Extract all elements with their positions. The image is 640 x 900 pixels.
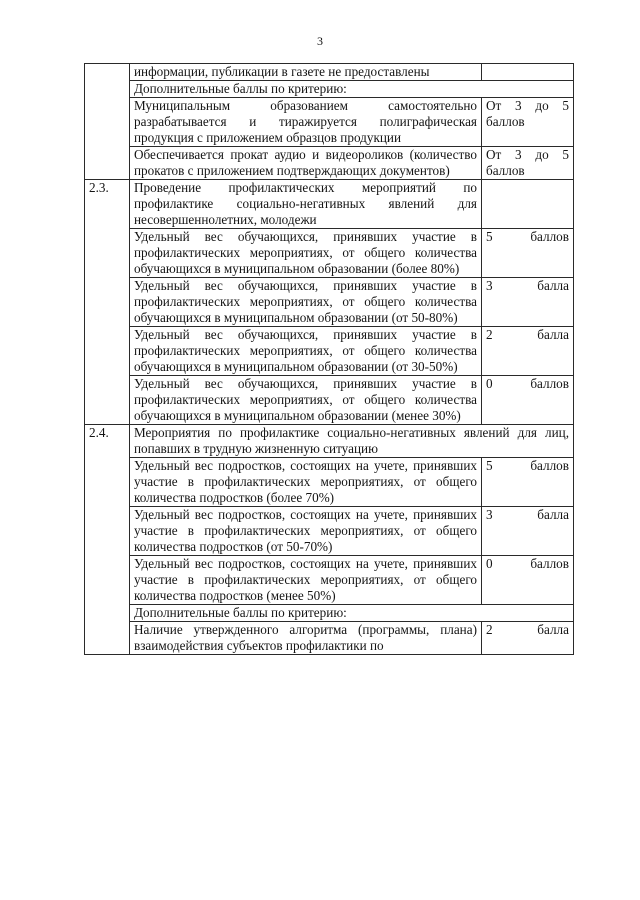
criterion-score: 3 балла <box>482 507 574 556</box>
criterion-text: Удельный вес подростков, состоящих на учете, принявших участие в профилактических мероприятиях, от общего количества подростков (от 50-70%) <box>130 507 482 556</box>
table-row <box>85 458 574 507</box>
criterion-text: Удельный вес обучающихся, принявших участие в профилактических мероприятиях, от общего количества обучающихся в муниципальном образовании (от 30-50%) <box>130 327 482 376</box>
criterion-score: 5 баллов <box>482 229 574 278</box>
criterion-score: 0 баллов <box>482 556 574 605</box>
criterion-score: От 3 до 5 баллов <box>482 98 574 147</box>
criterion-score: 0 баллов <box>482 376 574 425</box>
criterion-text: информации, публикации в газете не предоставлены <box>130 64 482 81</box>
table-row <box>85 180 574 229</box>
row-number <box>85 64 130 180</box>
section-subheading: Дополнительные баллы по критерию: <box>130 605 574 622</box>
criterion-text: Наличие утвержденного алгоритма (программы, плана) взаимодействия субъектов профилактики по <box>130 622 482 655</box>
criteria-table <box>84 63 574 655</box>
criterion-text: Муниципальным образованием самостоятельно разрабатывается и тиражируется полиграфическая продукция с приложением образцов продукции <box>130 98 482 147</box>
section-subheading: Дополнительные баллы по критерию: <box>130 81 574 98</box>
table-row <box>85 605 574 622</box>
criterion-score: 5 баллов <box>482 458 574 507</box>
criterion-text: Удельный вес подростков, состоящих на учете, принявших участие в профилактических мероприятиях, от общего количества подростков (более 70%) <box>130 458 482 507</box>
page-number: 3 <box>317 34 323 48</box>
section-heading: Мероприятия по профилактике социально-негативных явлений для лиц, попавших в трудную жизненную ситуацию <box>130 425 574 458</box>
criterion-score <box>482 180 574 229</box>
criterion-text: Обеспечивается прокат аудио и видеороликов (количество прокатов с приложением подтверждающих документов) <box>130 147 482 180</box>
table-row <box>85 507 574 556</box>
table-row <box>85 81 574 98</box>
table-row <box>85 64 574 81</box>
table-row <box>85 98 574 147</box>
criterion-score <box>482 64 574 81</box>
row-number: 2.4. <box>85 425 130 655</box>
criterion-text: Удельный вес обучающихся, принявших участие в профилактических мероприятиях, от общего количества обучающихся в муниципальном образовании (более 80%) <box>130 229 482 278</box>
table-row <box>85 425 574 458</box>
table-row <box>85 376 574 425</box>
table-row <box>85 147 574 180</box>
criterion-score: 3 балла <box>482 278 574 327</box>
criterion-text: Удельный вес обучающихся, принявших участие в профилактических мероприятиях, от общего количества обучающихся в муниципальном образовании (менее 30%) <box>130 376 482 425</box>
table-row <box>85 556 574 605</box>
criterion-text: Удельный вес подростков, состоящих на учете, принявших участие в профилактических мероприятиях, от общего количества подростков (менее 50%) <box>130 556 482 605</box>
criterion-score: 2 балла <box>482 622 574 655</box>
row-number: 2.3. <box>85 180 130 425</box>
criterion-text: Удельный вес обучающихся, принявших участие в профилактических мероприятиях, от общего количества обучающихся в муниципальном образовании (от 50-80%) <box>130 278 482 327</box>
criterion-score: От 3 до 5 баллов <box>482 147 574 180</box>
table-row <box>85 327 574 376</box>
table-row <box>85 622 574 655</box>
section-heading: Проведение профилактических мероприятий по профилактике социально-негативных явлений для несовершеннолетних, молодежи <box>130 180 482 229</box>
table-row <box>85 229 574 278</box>
table-row <box>85 278 574 327</box>
criterion-score: 2 балла <box>482 327 574 376</box>
